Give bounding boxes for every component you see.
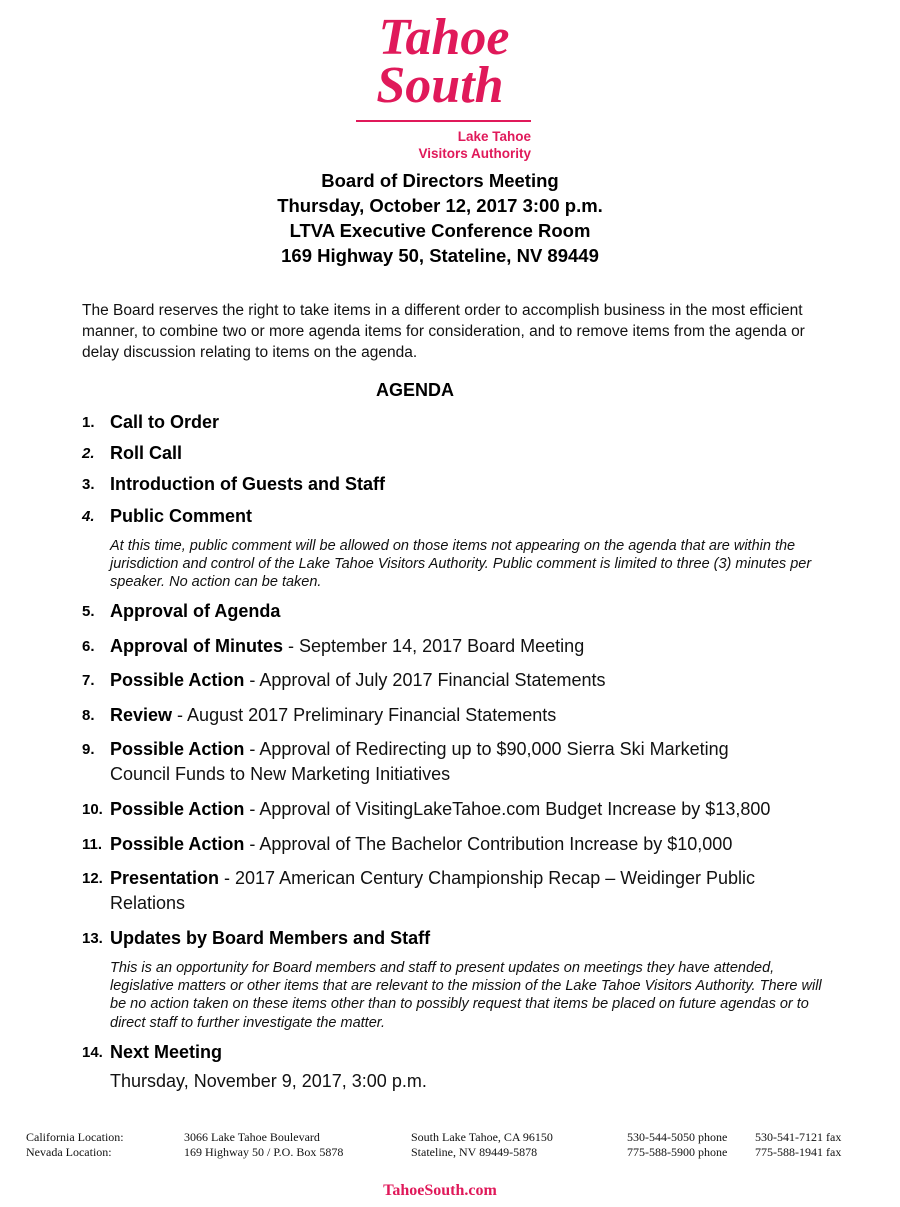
agenda-item-label: Next Meeting [110,1042,223,1062]
agenda-item [82,634,842,659]
agenda-item-detail: - Approval of July 2017 Financial Statements [244,670,606,690]
agenda-item-number: 3. [82,476,95,493]
meeting-title: Board of Directors Meeting [321,170,559,191]
footer-nv-label: Nevada Location: [26,1145,112,1159]
agenda-item-label: Possible Action [110,799,245,819]
agenda-item [82,926,842,951]
agenda-item-number: 5. [82,603,95,620]
agenda-item-label: Review [110,705,173,725]
agenda-item [82,599,842,624]
footer-cities [411,1130,553,1160]
agenda-item-label: Updates by Board Members and Staff [110,928,431,948]
footer-location-labels [26,1130,124,1160]
agenda-item-number: 9. [82,741,95,758]
agenda-item [82,703,842,728]
agenda-item-detail: - 2017 American Century Championship Recap – Weidinger Public Relations [110,868,755,913]
agenda-item-number: 7. [82,672,95,689]
meeting-address: 169 Highway 50, Stateline, NV 89449 [281,245,599,266]
agenda-item-detail: - September 14, 2017 Board Meeting [283,636,585,656]
updates-note: This is an opportunity for Board members and staff to present updates on meetings they have attended, legislative matters or other items that are relevant to the mission of the Lake Tahoe Visitors Authority. There will be no action taken on these items other than to possibly request that items be placed on future agendas or to direct staff to further investigate the matter. [110,960,822,1031]
agenda-item-label: Presentation [110,868,220,888]
agenda-title: AGENDA [375,380,454,400]
tahoe-south-logo [356,8,532,120]
logo-text-line1: Tahoe [378,9,510,66]
agenda-item-number: 2. [82,445,95,462]
agenda-item-label: Roll Call [110,443,183,463]
footer-nv-city: Stateline, NV 89449-5878 [411,1145,538,1159]
agenda-item-label: Approval of Agenda [110,601,281,621]
website-link[interactable]: TahoeSouth.com [383,1182,497,1199]
agenda-item [82,832,842,857]
agenda-item-number: 6. [82,638,95,655]
agenda-item [82,410,842,435]
agenda-item [82,1040,842,1065]
agenda-item-number: 4. [82,508,95,525]
footer-ca-street: 3066 Lake Tahoe Boulevard [184,1130,320,1144]
agenda-item [82,866,842,916]
agenda-item [82,504,842,529]
agenda-item-detail: - Approval of VisitingLakeTahoe.com Budget Increase by $13,800 [244,799,771,819]
footer-faxes [755,1130,841,1160]
footer-ca-city: South Lake Tahoe, CA 96150 [411,1130,553,1144]
agenda-item-label: Call to Order [110,412,220,432]
footer-phones [627,1130,727,1160]
footer-ca-fax: 530-541-7121 fax [755,1130,842,1144]
agenda-item [82,797,842,822]
footer-ca-label: California Location: [26,1130,124,1144]
agenda-item-number: 13. [82,930,103,947]
meeting-date: Thursday, October 12, 2017 3:00 p.m. [277,195,603,216]
agenda-item-label: Possible Action [110,739,245,759]
agenda-item [82,472,842,497]
footer-ca-phone: 530-544-5050 phone [627,1130,728,1144]
agenda-item-number: 8. [82,707,95,724]
agenda-item-number: 11. [82,836,103,853]
intro-paragraph: The Board reserves the right to take items in a different order to accomplish business in the most efficient manner, to combine two or more agenda items for consideration, and to remove items from the agenda or delay discussion relating to items on the agenda. [82,302,805,361]
org-name-line2: Visitors Authority [418,146,531,161]
footer-streets [184,1130,343,1160]
agenda-item [82,737,842,787]
public-comment-note: At this time, public comment will be allowed on those items not appearing on the agenda that are within the jurisdiction and control of the Lake Tahoe Visitors Authority. Public comment is limited to three (3) minutes per speaker. No action can be taken. [110,538,812,591]
agenda-item-detail: - Approval of The Bachelor Contribution Increase by $10,000 [244,834,733,854]
logo-divider [356,120,531,122]
footer-nv-phone: 775-588-5900 phone [627,1145,728,1159]
next-meeting-date: Thursday, November 9, 2017, 3:00 p.m. [110,1071,427,1091]
meeting-room: LTVA Executive Conference Room [289,220,591,241]
agenda-item-number: 14. [82,1044,103,1061]
org-name-line1: Lake Tahoe [457,129,531,144]
footer-nv-fax: 775-588-1941 fax [755,1145,842,1159]
agenda-item [82,441,842,466]
agenda-item-label: Introduction of Guests and Staff [110,474,385,494]
footer-nv-street: 169 Highway 50 / P.O. Box 5878 [184,1145,344,1159]
agenda-item-number: 10. [82,801,103,818]
meeting-heading [0,168,880,268]
agenda-item-label: Approval of Minutes [110,636,284,656]
logo-text-line2: South [376,57,504,114]
agenda-item [82,668,842,693]
agenda-item-label: Possible Action [110,670,245,690]
agenda-item-number: 12. [82,870,103,887]
org-name [380,128,531,162]
agenda-item-detail: - Approval of Redirecting up to $90,000 Sierra Ski Marketing Council Funds to New Marketing Initiatives [110,739,729,784]
agenda-item-detail: - August 2017 Preliminary Financial Statements [172,705,557,725]
agenda-item-label: Possible Action [110,834,245,854]
agenda-item-label: Public Comment [110,506,253,526]
agenda-item-number: 1. [82,414,95,431]
